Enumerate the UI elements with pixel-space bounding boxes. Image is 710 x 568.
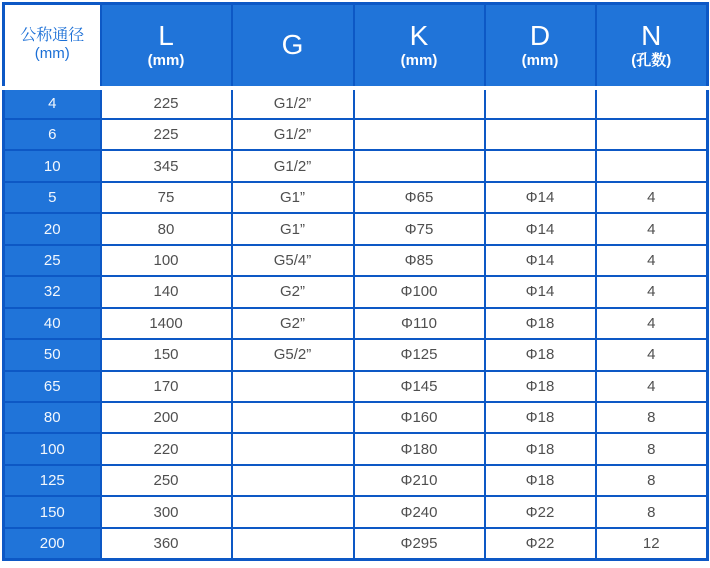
data-cell: 8 [596, 402, 708, 433]
table-row [4, 371, 708, 402]
data-cell [232, 371, 354, 402]
data-cell [596, 88, 708, 119]
data-cell: Φ18 [485, 339, 596, 370]
data-cell: 225 [101, 119, 232, 150]
column-header-label: L [158, 20, 174, 52]
data-cell: Φ14 [485, 213, 596, 244]
row-header-cell: 10 [4, 150, 101, 181]
column-header [485, 4, 596, 88]
data-cell: G5/4” [232, 245, 354, 276]
data-cell: G1/2” [232, 119, 354, 150]
data-cell: Φ18 [485, 465, 596, 496]
table-row [4, 150, 708, 181]
row-header-cell: 25 [4, 245, 101, 276]
table-row [4, 182, 708, 213]
table-header [4, 4, 708, 88]
column-header [596, 4, 708, 88]
row-header-cell: 80 [4, 402, 101, 433]
data-cell: 4 [596, 245, 708, 276]
data-cell [354, 150, 485, 181]
data-cell [485, 119, 596, 150]
spec-table [2, 2, 709, 561]
column-header-label: K [409, 20, 429, 52]
column-header-label: 公称通径 [20, 27, 85, 45]
data-cell: Φ180 [354, 433, 485, 464]
data-cell: G1” [232, 213, 354, 244]
data-cell: Φ18 [485, 433, 596, 464]
data-cell: G5/2” [232, 339, 354, 370]
table-row [4, 402, 708, 433]
data-cell [232, 465, 354, 496]
table-row [4, 245, 708, 276]
data-cell [232, 496, 354, 527]
table-body [4, 88, 708, 560]
table-row [4, 119, 708, 150]
data-cell: Φ18 [485, 371, 596, 402]
column-header [354, 4, 485, 88]
row-header-cell: 40 [4, 308, 101, 339]
data-cell [354, 88, 485, 119]
data-cell: Φ125 [354, 339, 485, 370]
column-header-label: N [641, 20, 662, 52]
column-header-unit: (孔数) [631, 52, 672, 70]
data-cell: Φ18 [485, 308, 596, 339]
data-cell [232, 528, 354, 560]
table-row [4, 528, 708, 560]
row-header-cell: 32 [4, 276, 101, 307]
column-header-unit: (mm) [400, 52, 438, 70]
row-header-cell: 5 [4, 182, 101, 213]
row-header-cell: 100 [4, 433, 101, 464]
data-cell: 100 [101, 245, 232, 276]
data-cell: 150 [101, 339, 232, 370]
data-cell: 4 [596, 371, 708, 402]
row-header-cell: 4 [4, 88, 101, 119]
data-cell: G2” [232, 308, 354, 339]
data-cell [232, 433, 354, 464]
data-cell: 4 [596, 308, 708, 339]
column-header-unit: (mm) [34, 45, 70, 63]
data-cell: 225 [101, 88, 232, 119]
column-header-label: D [529, 20, 551, 52]
data-cell [232, 402, 354, 433]
column-header-unit: (mm) [147, 52, 185, 70]
data-cell: Φ110 [354, 308, 485, 339]
data-cell [596, 119, 708, 150]
table-row [4, 465, 708, 496]
table-row [4, 88, 708, 119]
data-cell: Φ85 [354, 245, 485, 276]
data-cell: 170 [101, 371, 232, 402]
data-cell: 360 [101, 528, 232, 560]
row-header-cell: 150 [4, 496, 101, 527]
column-header-unit: (mm) [521, 52, 559, 70]
table-row [4, 339, 708, 370]
column-header [4, 4, 101, 88]
data-cell: 80 [101, 213, 232, 244]
data-cell: 300 [101, 496, 232, 527]
data-cell: G1/2” [232, 88, 354, 119]
data-cell: 8 [596, 496, 708, 527]
row-header-cell: 125 [4, 465, 101, 496]
header-row [4, 4, 708, 88]
data-cell: Φ22 [485, 496, 596, 527]
data-cell: Φ240 [354, 496, 485, 527]
data-cell: 250 [101, 465, 232, 496]
column-header [232, 4, 354, 88]
data-cell: 1400 [101, 308, 232, 339]
data-cell: 4 [596, 213, 708, 244]
data-cell: 345 [101, 150, 232, 181]
column-header-label: G [281, 29, 304, 61]
data-cell: Φ14 [485, 182, 596, 213]
data-cell: Φ14 [485, 245, 596, 276]
data-cell [354, 119, 485, 150]
table-row [4, 308, 708, 339]
data-cell: Φ65 [354, 182, 485, 213]
data-cell: G1/2” [232, 150, 354, 181]
table-row [4, 213, 708, 244]
data-cell: Φ210 [354, 465, 485, 496]
data-cell [485, 150, 596, 181]
data-cell: Φ14 [485, 276, 596, 307]
data-cell: Φ22 [485, 528, 596, 560]
data-cell [485, 88, 596, 119]
data-cell: Φ75 [354, 213, 485, 244]
data-cell: Φ100 [354, 276, 485, 307]
data-cell: Φ295 [354, 528, 485, 560]
row-header-cell: 200 [4, 528, 101, 560]
row-header-cell: 20 [4, 213, 101, 244]
table-row [4, 276, 708, 307]
data-cell: 75 [101, 182, 232, 213]
table-row [4, 496, 708, 527]
data-cell: 140 [101, 276, 232, 307]
data-cell: Φ145 [354, 371, 485, 402]
row-header-cell: 6 [4, 119, 101, 150]
row-header-cell: 50 [4, 339, 101, 370]
data-cell: Φ18 [485, 402, 596, 433]
data-cell [596, 150, 708, 181]
data-cell: 4 [596, 339, 708, 370]
column-header [101, 4, 232, 88]
data-cell: 220 [101, 433, 232, 464]
data-cell: 8 [596, 465, 708, 496]
data-cell: G2” [232, 276, 354, 307]
data-cell: 12 [596, 528, 708, 560]
row-header-cell: 65 [4, 371, 101, 402]
table-row [4, 433, 708, 464]
data-cell: Φ160 [354, 402, 485, 433]
data-cell: 4 [596, 182, 708, 213]
data-cell: 8 [596, 433, 708, 464]
data-cell: 200 [101, 402, 232, 433]
data-cell: 4 [596, 276, 708, 307]
data-cell: G1” [232, 182, 354, 213]
